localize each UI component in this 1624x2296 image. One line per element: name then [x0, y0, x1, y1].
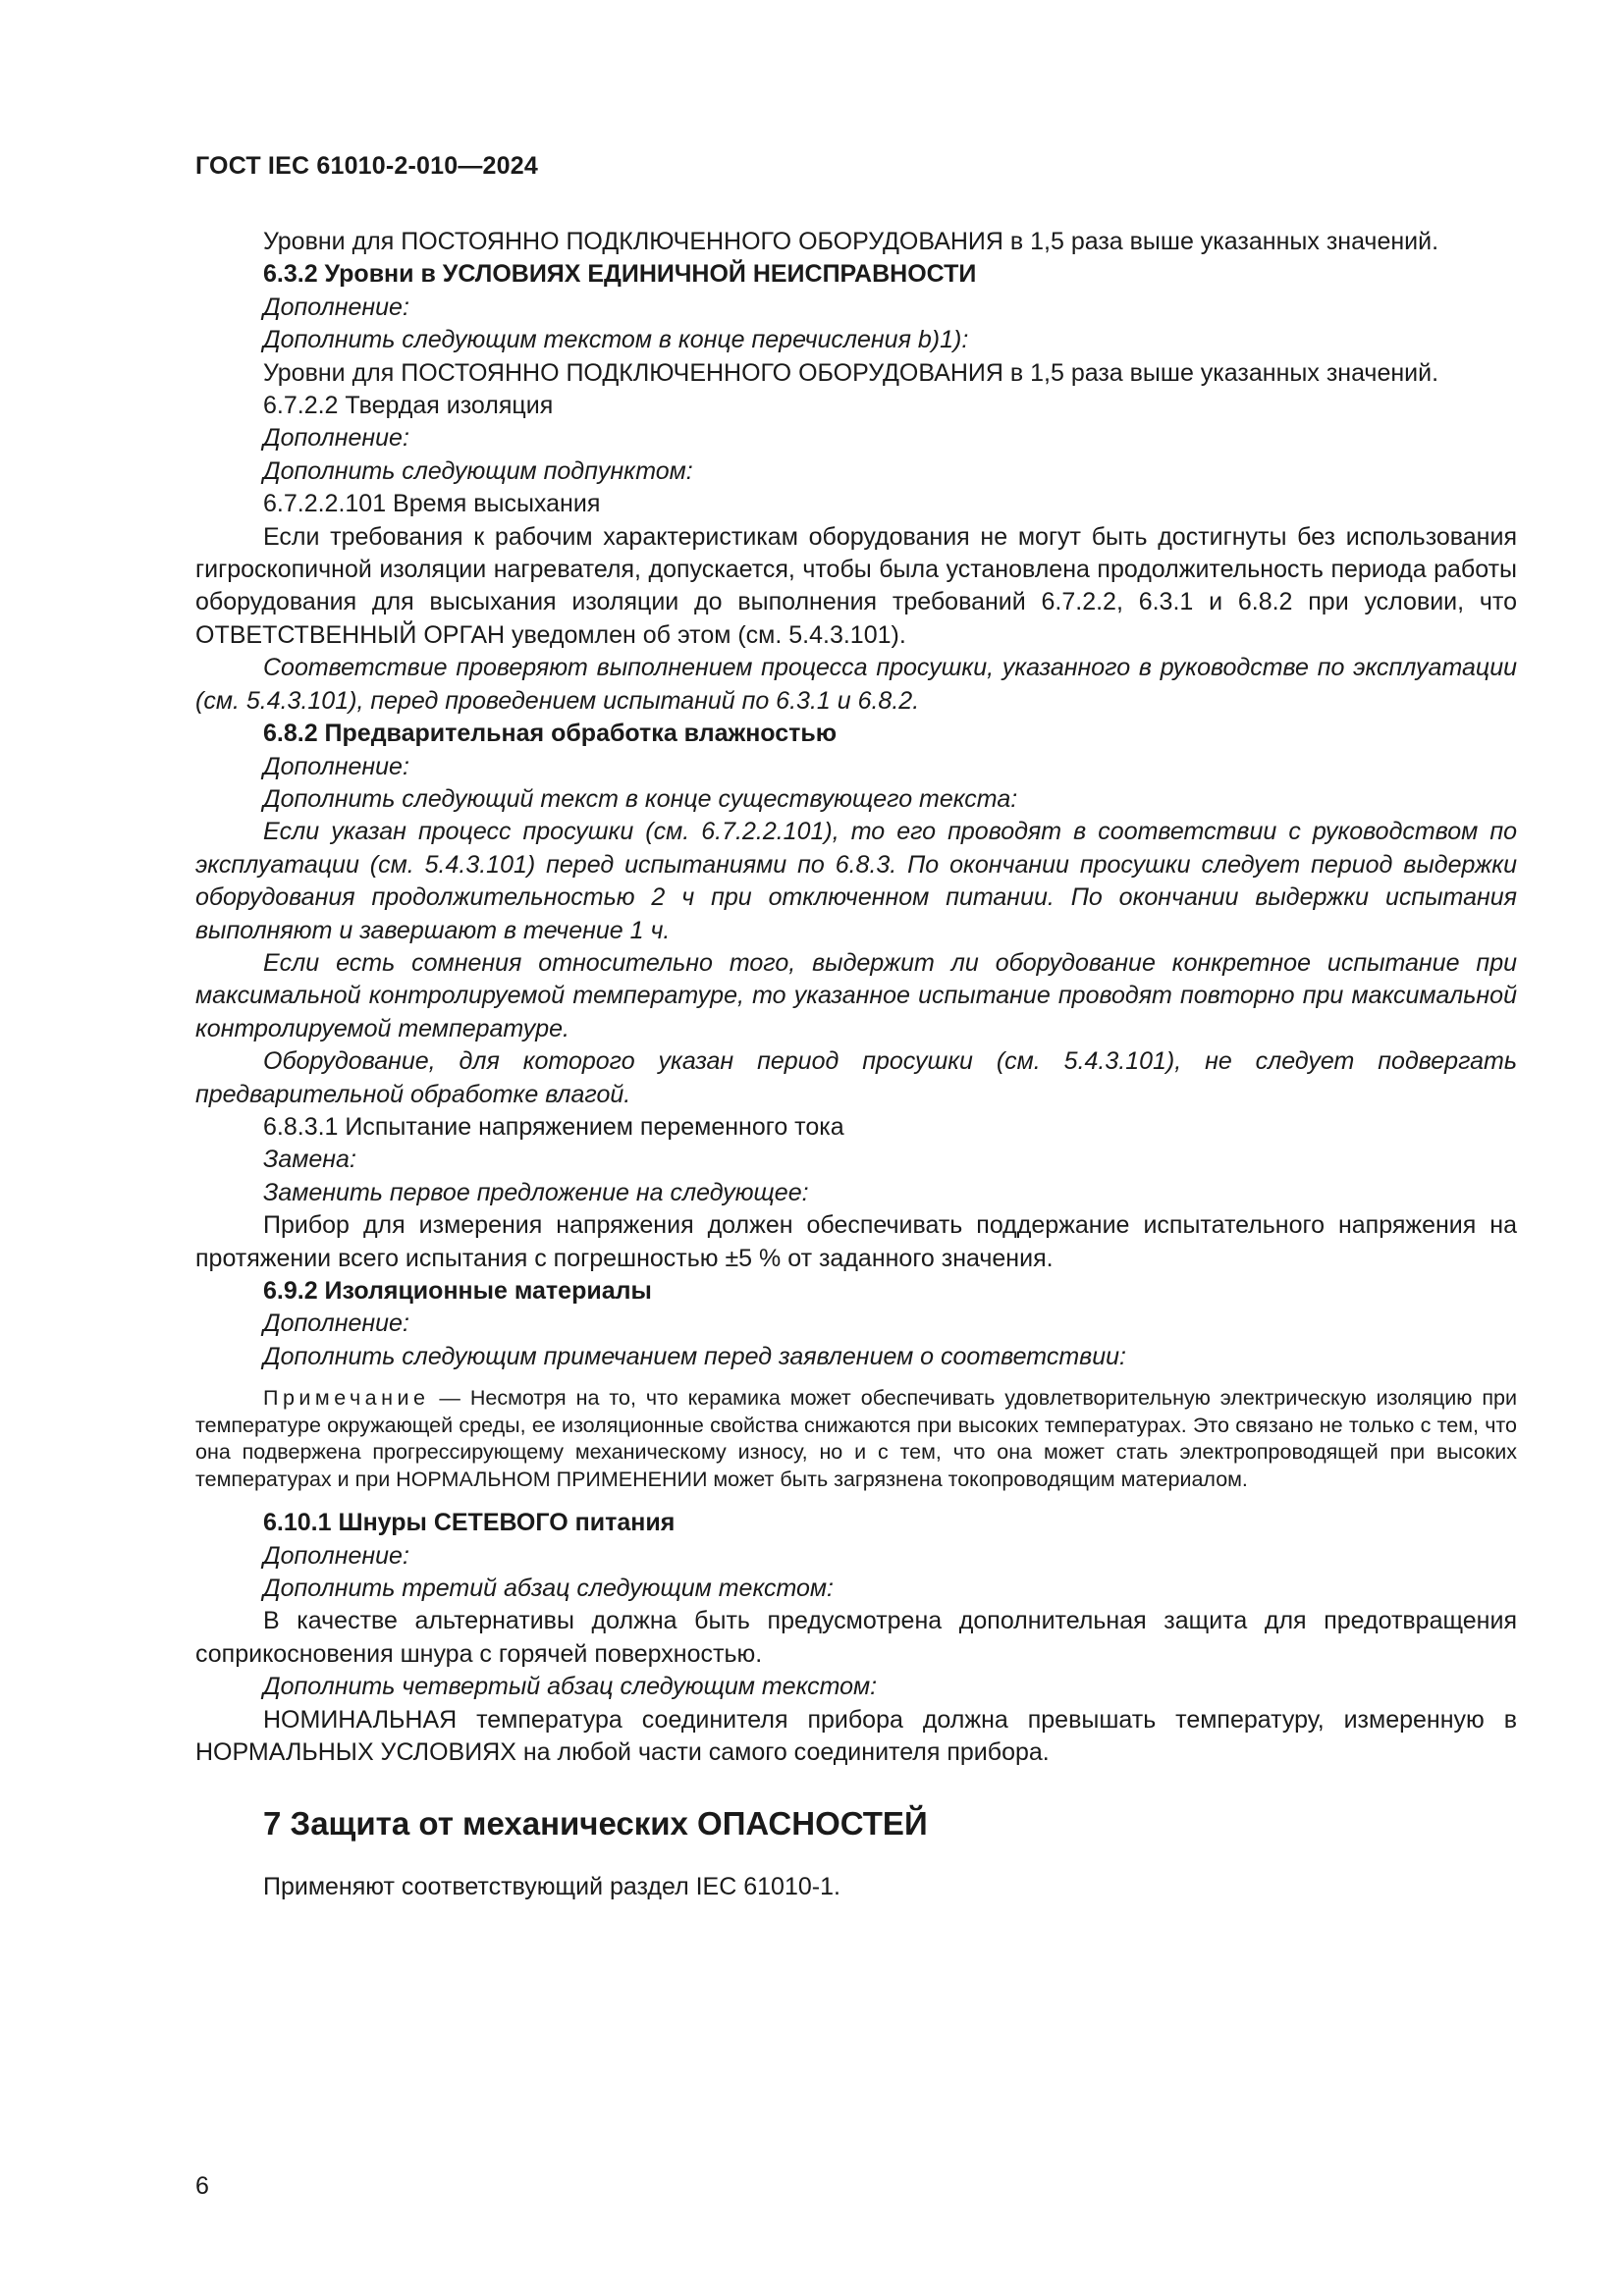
instruction-text: Дополнить следующим примечанием перед заявлением о соответствии: — [263, 1342, 1126, 1370]
instruction-text: Дополнить следующим текстом в конце перечисления b)1): — [263, 326, 969, 354]
instruction-label: Дополнение: — [263, 293, 409, 321]
instruction-text: Заменить первое предложение на следующее: — [263, 1178, 809, 1206]
clause-heading-plain: 6.8.3.1 Испытание напряжением переменного тока — [263, 1112, 844, 1141]
instruction-label: Замена: — [263, 1146, 356, 1174]
paragraph: Если требования к рабочим характеристикам оборудования не могут быть достигнуты без использования гигроскопичной изоляции нагревателя, допускается, чтобы была установлена продолжительность периода работы оборудования для высыхания изоляции до выполнения требований 6.7.2.2, 6.3.1 и 6.8.2 при условии, что ОТВЕТСТВЕННЫЙ ОРГАН уведомлен об этом (см. 5.4.3.101). — [195, 522, 1517, 649]
paragraph: Уровни для ПОСТОЯННО ПОДКЛЮЧЕННОГО ОБОРУДОВАНИЯ в 1,5 раза выше указанных значений. — [263, 228, 1439, 255]
clause-heading: 6.10.1 Шнуры СЕТЕВОГО питания — [263, 1509, 676, 1537]
paragraph: Прибор для измерения напряжения должен обеспечивать поддержание испытательного напряжения на протяжении всего испытания с погрешностью ±5 % от заданного значения. — [195, 1211, 1517, 1272]
paragraph: В качестве альтернативы должна быть предусмотрена дополнительная защита для предотвращения соприкосновения шнура с горячей поверхностью. — [195, 1607, 1517, 1668]
document-body — [195, 226, 1517, 1904]
paragraph: Уровни для ПОСТОЯННО ПОДКЛЮЧЕННОГО ОБОРУДОВАНИЯ в 1,5 раза выше указанных значений. — [263, 358, 1439, 387]
compliance-text: Оборудование, для которого указан период просушки (см. 5.4.3.101), не следует подвергать предварительной обработке влагой. — [195, 1047, 1517, 1108]
clause-heading-plain: 6.7.2.2.101 Время высыхания — [263, 490, 601, 518]
document-header: ГОСТ IEC 61010-2-010—2024 — [195, 152, 538, 180]
page-number: 6 — [195, 2172, 209, 2200]
section-title: 7 Защита от механических ОПАСНОСТЕЙ — [263, 1805, 928, 1842]
note-text: — Несмотря на то, что керамика может обеспечивать удовлетворительную электрическую изоляцию при температуре окружающей среды, ее изоляционные свойства снижаются при высоких температурах. Это связано не только с тем, что она подвержена прогрессирующему механическому износу, но и с тем, что она может стать электропроводящей при высоких температурах и при НОРМАЛЬНОМ ПРИМЕНЕНИИ может быть загрязнена токопроводящим материалом. — [195, 1386, 1517, 1491]
clause-heading-plain: 6.7.2.2 Твердая изоляция — [263, 392, 554, 420]
instruction-label: Дополнение: — [263, 1309, 409, 1338]
note — [195, 1385, 1517, 1493]
instruction-text: Дополнить следующим подпунктом: — [263, 456, 693, 485]
clause-heading: 6.9.2 Изоляционные материалы — [263, 1277, 652, 1305]
compliance-text: Если есть сомнения относительно того, выдержит ли оборудование конкретное испытание при максимальной контролируемой температуре, то указанное испытание проводят повторно при максимальной контролируемой температуре. — [195, 948, 1517, 1042]
note-label: Примечание — [263, 1386, 430, 1411]
compliance-text: Если указан процесс просушки (см. 6.7.2.2.101), то его проводят в соответствии с руководством по эксплуатации (см. 5.4.3.101) перед испытаниями по 6.8.3. По окончании просушки следует период выдержки оборудования продолжительностью 2 ч при отключенном питании. По окончании выдержки испытания выполняют и завершают в течение 1 ч. — [195, 818, 1517, 944]
instruction-text: Дополнить третий абзац следующим текстом: — [263, 1575, 835, 1603]
instruction-label: Дополнение: — [263, 752, 409, 780]
instruction-text: Дополнить четвертый абзац следующим текстом: — [263, 1673, 878, 1701]
instruction-label: Дополнение: — [263, 424, 409, 453]
clause-heading: 6.3.2 Уровни в УСЛОВИЯХ ЕДИНИЧНОЙ НЕИСПРАВНОСТИ — [263, 260, 977, 289]
compliance-text: Соответствие проверяют выполнением процесса просушки, указанного в руководстве по эксплуатации (см. 5.4.3.101), перед проведением испытаний по 6.3.1 и 6.8.2. — [195, 654, 1517, 715]
clause-heading: 6.8.2 Предварительная обработка влажностью — [263, 720, 838, 748]
paragraph: Применяют соответствующий раздел IEC 61010-1. — [263, 1873, 840, 1901]
paragraph: НОМИНАЛЬНАЯ температура соединителя прибора должна превышать температуру, измеренную в НОРМАЛЬНЫХ УСЛОВИЯХ на любой части самого соединителя прибора. — [195, 1705, 1517, 1767]
instruction-text: Дополнить следующий текст в конце существующего текста: — [263, 784, 1018, 813]
instruction-label: Дополнение: — [263, 1541, 409, 1570]
